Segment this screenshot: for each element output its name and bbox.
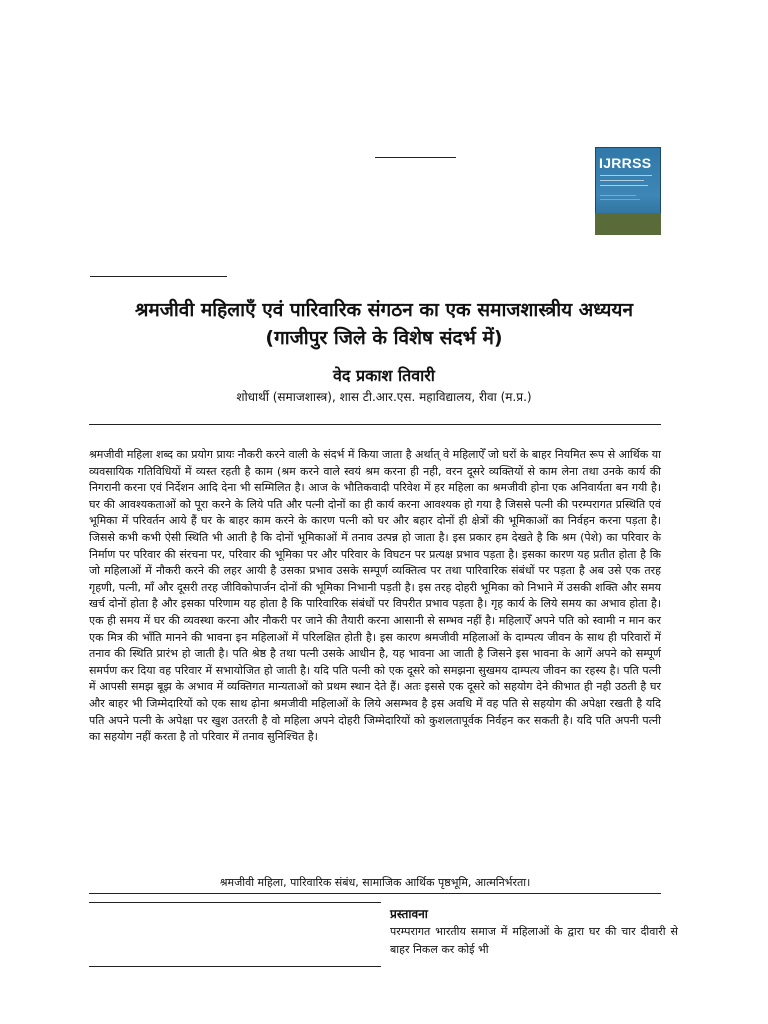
- left-column-rule-top: [89, 902, 381, 903]
- header-rule-left: [90, 276, 227, 277]
- abstract-text: श्रमजीवी महिला शब्द का प्रयोग प्रायः नौकरी करने वाली के संदर्भ में किया जाता है अर्थात् वे महिलाऐँ जो घरों के बाहर नियमित रूप से आर्थिक या व्यवसायिक गतिविधियों में व्यस्त रहती है काम (श्रम करने वाले स्वयं श्रम करना ही नही, वरन दूसरे व्यक्तियों से काम लेना तथा उनके कार्य की निगरानी करना एवं निर्देशन आदि देना भी सम्मिलित है। आज के भौतिकवादी परिवेश में हर महिला का श्रमजीवी होना एक अनिवार्यता बन गयी है। घर की आवश्यकताओं को पूरा करने के लिये पति और पत्नी दोनों का ही कार्य करना आवश्यक हो गया है जिससे पत्नी की परम्परागत प्रस्थिति एवं भूमिका में परिवर्तन आये हैं घर के बाहर काम करने के कारण पत्नी को घर और बहार दोनों ही क्षेत्रों की भूमिकाओं का निर्वहन करना पड़ता है। जिससे कभी कभी ऐसी स्थिति भी आती है कि दोनों भूमिकाओं में तनाव उत्पन्न हो जाता है। इस प्रकार हम देखते है कि श्रम (पेशे) का परिवार के निर्माण पर परिवार की संरचना पर, परिवार की भूमिका पर और परिवार के विघटन पर प्रत्यक्ष प्रभाव पड़ता है। इसका कारण यह प्रतीत होता है कि जो महिलाओं में नौकरी करने की लहर आयी है उसका प्रभाव उसके सम्पूर्ण व्यक्तित्व पर तथा पारिवारिक संबंधों पर पड़ता है अब उसे एक तरह गृहणी, पत्नी, माँ और दूसरी तरह जीविकोपार्जन दोनों की भूमिका निभानी पड़ती है। इस तरह दोहरी भूमिका को निभाने में उसकी शक्ति और समय खर्च दोनों होता है और इसका परिणाम यह होता है कि पारिवारिक संबंधों पर विपरीत प्रभाव पड़ता है। गृह कार्य के लिये समय का अभाव होता है। एक ही समय में घर की व्यवस्था करना और नौकरी पर जाने की तैयारी करना आसानी से सम्भव नहीं है। महिलाऐँ अपने पति को स्वामी न मान कर एक मित्र की भाँति मानने की भावना इन महिलाओं में परिलक्षित होती है। इस कारण श्रमजीवी महिलाओं के दाम्पत्य जीवन के साथ ही परिवारों में तनाव की स्थिति प्रारंभ हो जाती है। पति श्रेष्ठ है तथा पत्नी उसके आधीन है, यह भावना आ जाती है जिसने इस भावना के आगें अपने को सम्पूर्ण समर्पण कर दिया वह परिवार में सभायोजित हो जाती है। यदि पति पत्नी को एक दूसरे को समझना सुखमय दाम्पत्य जीवन का रहस्य है। पति पत्नी में आपसी समझ बूझ के अभाव में व्यक्तिगत मान्यताओं को प्रथम स्थान देते हैं। अतः इससे एक दूसरे को सहयोग देने कीभात ही नही उठती है घर और बाहर भी जिम्मेदारियों को एक साथ ढ़ोना श्रमजीवी महिलाओं के लिये असम्भव है इस अवधि में वह पति से सहयोग की अपेक्षा रखती है यदि पति अपने पत्नी के अपेक्षा पर खुश उतरती है वो महिला अपने दोहरी जिम्मेदारियों को कुशलतापूर्वक निर्वहन कर सकती है। यदि पति अपनी पत्नी का सहयोग नहीं करता है तो परिवार में तनाव सुनिश्चित है।: [89, 448, 661, 744]
- abstract-bottom-rule: [89, 893, 661, 894]
- cover-strip: [595, 213, 661, 235]
- abstract-top-rule: [89, 424, 661, 425]
- left-column-rule-bottom: [89, 966, 381, 967]
- author-affiliation: शोधार्थी (समाजशास्त्र), शास टी.आर.एस. महाविद्यालय, रीवा (म.प्र.): [236, 390, 532, 404]
- journal-cover-logo: [595, 147, 661, 235]
- journal-brand: IJRRSS: [599, 155, 652, 171]
- article-title-line1: श्रमजीवी महिलाएँ एवं पारिवारिक संगठन का एक समाजशास्त्रीय अध्ययन: [134, 299, 634, 321]
- header-rule-center: [375, 157, 456, 158]
- section-body-text: परम्परागत भारतीय समाज में महिलाओं के द्वारा घर की चार दीवारी से बाहर निकल कर कोई भी: [390, 925, 678, 956]
- article-title-line2: (गाजीपुर जिले के विशेष संदर्भ में): [265, 327, 503, 349]
- author-name: वेद प्रकाश तिवारी: [333, 366, 435, 385]
- keywords: श्रमजीवी महिला, पारिवारिक संबंध, सामाजिक आर्थिक पृष्ठभूमि, आत्मनिर्भरता।: [219, 876, 531, 889]
- section-heading-introduction: प्रस्तावना: [390, 907, 428, 921]
